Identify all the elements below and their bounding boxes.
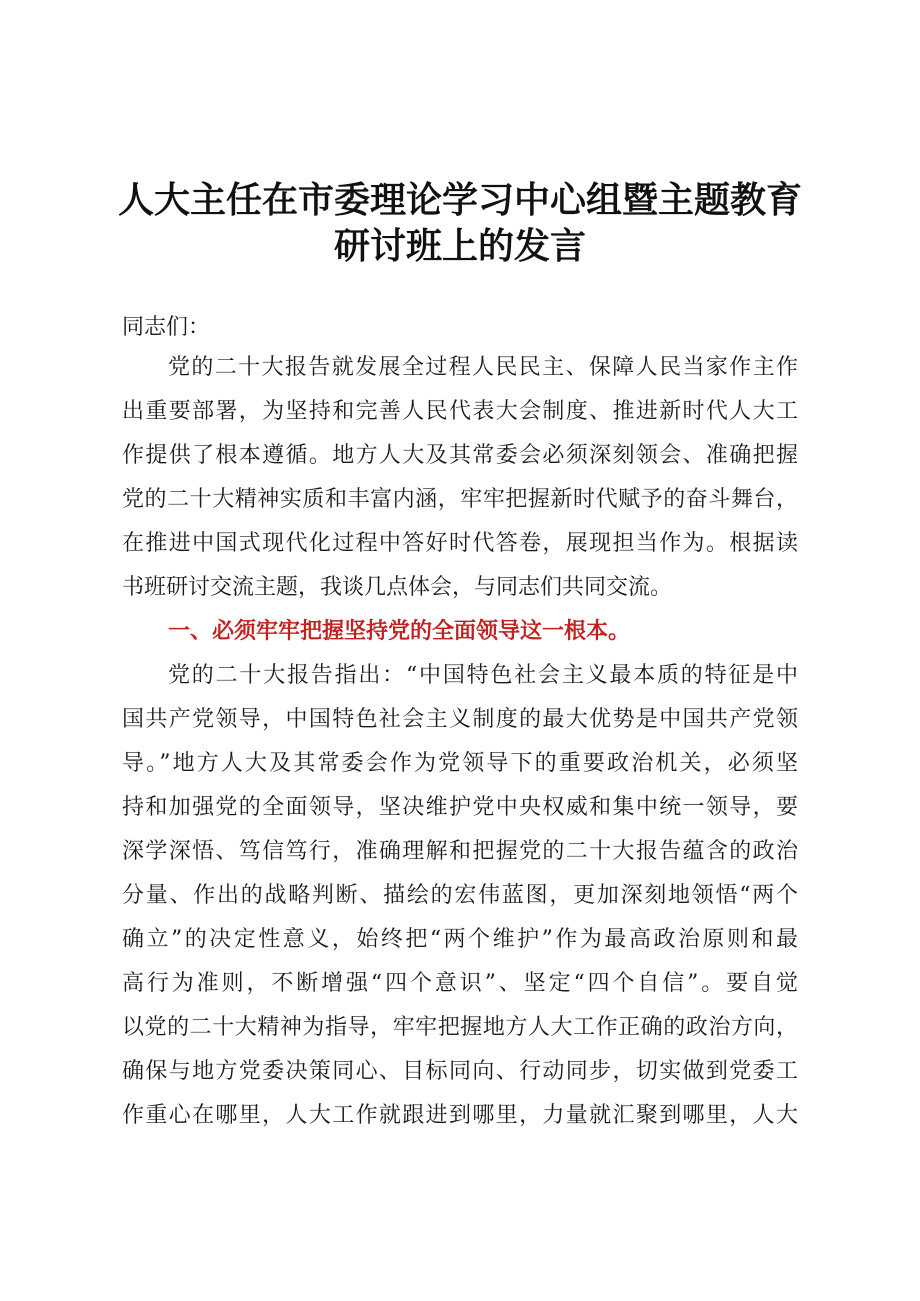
- para2-line: 高行为准则，不断增强“四个意识”、坚定“四个自信”。要自觉: [122, 971, 798, 996]
- para2-line: 分量、作出的战略判断、描绘的宏伟蓝图，更加深刻地领悟“两个: [122, 883, 798, 908]
- para2-line: 确保与地方党委决策同心、目标同向、行动同步，切实做到党委工: [122, 1059, 798, 1084]
- document-title-line-2: 研讨班上的发言: [333, 226, 586, 267]
- salutation: 同志们：: [122, 315, 211, 340]
- para2-line: 持和加强党的全面领导，坚决维护党中央权威和集中统一领导，要: [122, 795, 798, 820]
- document-title-line-1: 人大主任在市委理论学习中心组暨主题教育: [117, 180, 802, 221]
- para1-line: 党的二十大精神实质和丰富内涵，牢牢把握新时代赋予的奋斗舞台，: [122, 487, 798, 512]
- para1-line: 出重要部署，为坚持和完善人民代表大会制度、推进新时代人大工: [122, 399, 798, 424]
- para2-line: 党的二十大报告指出：“中国特色社会主义最本质的特征是中: [168, 663, 798, 688]
- para1-line: 作提供了根本遵循。地方人大及其常委会必须深刻领会、准确把握: [122, 443, 798, 468]
- para2-line: 深学深悟、笃信笃行，准确理解和把握党的二十大报告蕴含的政治: [122, 839, 798, 864]
- para2-line: 国共产党领导，中国特色社会主义制度的最大优势是中国共产党领: [122, 707, 798, 732]
- para2-line: 以党的二十大精神为指导，牢牢把握地方人大工作正确的政治方向，: [122, 1015, 798, 1040]
- para1-line: 书班研讨交流主题，我谈几点体会，与同志们共同交流。: [122, 575, 673, 600]
- para2-line: 作重心在哪里，人大工作就跟进到哪里，力量就汇聚到哪里，人大: [122, 1103, 798, 1128]
- para2-line: 确立”的决定性意义，始终把“两个维护”作为最高政治原则和最: [122, 927, 798, 952]
- para1-line: 在推进中国式现代化过程中答好时代答卷，展现担当作为。根据读: [122, 531, 798, 556]
- section-heading-1: 一、必须牢牢把握坚持党的全面领导这一根本。: [168, 619, 631, 644]
- para2-line: 导。”地方人大及其常委会作为党领导下的重要政治机关，必须坚: [122, 751, 798, 776]
- para1-line: 党的二十大报告就发展全过程人民民主、保障人民当家作主作: [168, 355, 798, 380]
